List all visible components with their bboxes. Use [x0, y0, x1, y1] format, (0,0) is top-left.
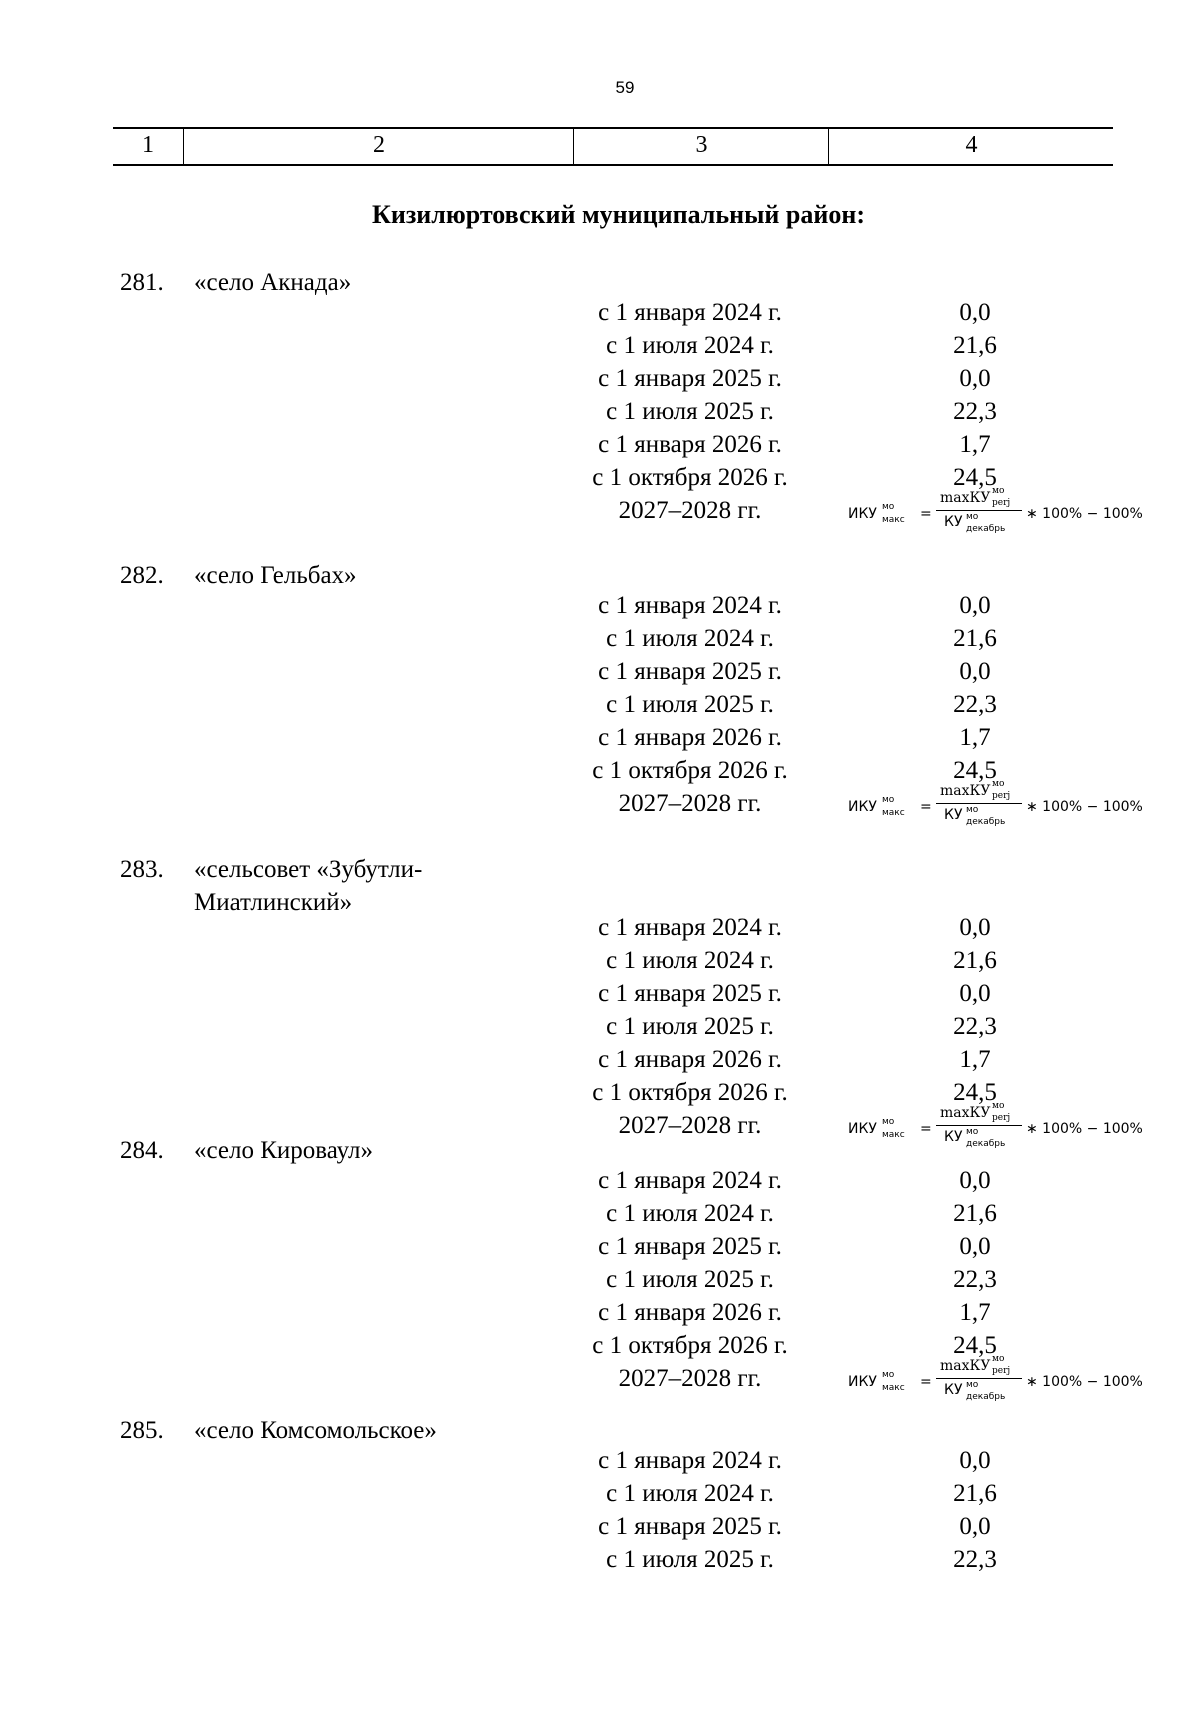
- tariff-row: [0, 1354, 1200, 1402]
- index-value: 24,5: [953, 464, 997, 491]
- formula-fraction: [936, 1103, 1022, 1159]
- formula-num-sub: perj: [992, 1113, 1011, 1123]
- period-label: с 1 января 2024 г.: [598, 592, 782, 619]
- fraction-bar: [936, 1378, 1022, 1379]
- column-header-2: 2: [183, 129, 574, 164]
- index-value: 22,3: [953, 1546, 997, 1573]
- tariff-row: [0, 911, 1200, 944]
- index-value: 21,6: [953, 947, 997, 974]
- formula-den-sup: мо: [966, 1127, 979, 1137]
- period-label: с 1 января 2025 г.: [598, 1513, 782, 1540]
- entry-number: 281.: [120, 269, 164, 296]
- formula-numerator: [940, 1354, 1011, 1376]
- formula-lhs-sub: макс: [882, 1383, 905, 1393]
- formula-lhs: [848, 502, 905, 525]
- index-value: 21,6: [953, 625, 997, 652]
- tariff-row: [0, 1477, 1200, 1510]
- tariff-row: [0, 1296, 1200, 1329]
- period-label: с 1 января 2026 г.: [598, 1046, 782, 1073]
- period-label: с 1 января 2024 г.: [598, 1447, 782, 1474]
- formula-den-sup: мо: [966, 512, 979, 522]
- tariff-row: [0, 655, 1200, 688]
- index-value: 1,7: [959, 724, 991, 751]
- tariff-row: [0, 428, 1200, 461]
- formula-rest: ∗ 100% − 100%: [1026, 1121, 1143, 1137]
- entry-number: 283.: [120, 856, 164, 883]
- index-value: 0,0: [959, 1513, 991, 1540]
- tariff-row: [0, 1197, 1200, 1230]
- period-label: с 1 октября 2026 г.: [592, 1079, 788, 1106]
- tariff-row: [0, 329, 1200, 362]
- formula-denominator: [944, 512, 1006, 534]
- formula-den-base: КУ: [944, 807, 963, 823]
- formula-den-sub: декабрь: [966, 1392, 1006, 1402]
- formula-equals: =: [920, 506, 932, 522]
- formula-num-sup: мо: [992, 486, 1005, 496]
- formula-num-sup: мо: [992, 1354, 1005, 1364]
- formula-num-base: maxКУ: [940, 783, 991, 799]
- index-value: 0,0: [959, 914, 991, 941]
- formula-lhs: [848, 1370, 905, 1393]
- period-label: с 1 октября 2026 г.: [592, 464, 788, 491]
- index-value: 0,0: [959, 658, 991, 685]
- period-label: с 1 октября 2026 г.: [592, 1332, 788, 1359]
- tariff-row: [0, 1510, 1200, 1543]
- period-label: с 1 июля 2024 г.: [606, 1200, 774, 1227]
- index-value: 22,3: [953, 398, 997, 425]
- period-label: с 1 октября 2026 г.: [592, 757, 788, 784]
- fraction-bar: [936, 510, 1022, 511]
- formula-numerator: [940, 486, 1011, 508]
- period-label: 2027–2028 гг.: [618, 1112, 762, 1139]
- formula-equals: =: [920, 1121, 932, 1137]
- formula-lhs-sub: макс: [882, 515, 905, 525]
- period-label: с 1 января 2025 г.: [598, 1233, 782, 1260]
- formula-lhs-base: ИКУ: [848, 1374, 877, 1390]
- tariff-row: [0, 721, 1200, 754]
- formula-den-sub: декабрь: [966, 1139, 1006, 1149]
- formula-num-sup: мо: [992, 779, 1005, 789]
- formula-fraction: [936, 488, 1022, 544]
- period-label: с 1 июля 2025 г.: [606, 1013, 774, 1040]
- period-label: с 1 января 2026 г.: [598, 724, 782, 751]
- formula-num-sup: мо: [992, 1101, 1005, 1111]
- period-label: 2027–2028 гг.: [618, 497, 762, 524]
- formula-lhs-sub: макс: [882, 808, 905, 818]
- tariff-row: [0, 1230, 1200, 1263]
- index-value: 22,3: [953, 1266, 997, 1293]
- period-label: с 1 июля 2025 г.: [606, 1546, 774, 1573]
- formula-rest: ∗ 100% − 100%: [1026, 1374, 1143, 1390]
- period-label: с 1 января 2026 г.: [598, 431, 782, 458]
- formula-den-base: КУ: [944, 1129, 963, 1145]
- index-value: 21,6: [953, 1200, 997, 1227]
- formula-fraction: [936, 1356, 1022, 1412]
- index-value: 0,0: [959, 980, 991, 1007]
- index-value: 0,0: [959, 365, 991, 392]
- period-label: с 1 июля 2024 г.: [606, 947, 774, 974]
- period-label: 2027–2028 гг.: [618, 790, 762, 817]
- period-label: с 1 июля 2025 г.: [606, 398, 774, 425]
- tariff-row: [0, 1010, 1200, 1043]
- tariff-row: [0, 944, 1200, 977]
- index-value: 0,0: [959, 1233, 991, 1260]
- formula-num-base: maxКУ: [940, 1358, 991, 1374]
- tariff-row: [0, 977, 1200, 1010]
- period-label: с 1 января 2024 г.: [598, 1167, 782, 1194]
- column-header-4: 4: [828, 129, 1114, 164]
- formula-lhs-base: ИКУ: [848, 1121, 877, 1137]
- formula-num-base: maxКУ: [940, 1105, 991, 1121]
- period-label: с 1 января 2026 г.: [598, 1299, 782, 1326]
- tariff-row: [0, 395, 1200, 428]
- formula-lhs: [848, 795, 905, 818]
- tariff-row: [0, 486, 1200, 534]
- formula: [848, 781, 1158, 839]
- formula-numerator: [940, 1101, 1011, 1123]
- formula-denominator: [944, 1380, 1006, 1402]
- formula-num-sub: perj: [992, 791, 1011, 801]
- formula-lhs-base: ИКУ: [848, 799, 877, 815]
- formula-num-sub: perj: [992, 498, 1011, 508]
- tariff-row: [0, 589, 1200, 622]
- entry-number: 282.: [120, 562, 164, 589]
- formula-den-sub: декабрь: [966, 817, 1006, 827]
- formula-den-base: КУ: [944, 514, 963, 530]
- period-label: с 1 января 2025 г.: [598, 658, 782, 685]
- period-label: с 1 января 2025 г.: [598, 980, 782, 1007]
- formula-num-sub: perj: [992, 1366, 1011, 1376]
- formula: [848, 488, 1158, 546]
- tariff-row: [0, 362, 1200, 395]
- formula-den-base: КУ: [944, 1382, 963, 1398]
- formula-lhs-sup: мо: [882, 1117, 895, 1127]
- index-value: 0,0: [959, 592, 991, 619]
- index-value: 24,5: [953, 757, 997, 784]
- formula-lhs-sub: макс: [882, 1130, 905, 1140]
- formula-num-base: maxКУ: [940, 490, 991, 506]
- formula-lhs: [848, 1117, 905, 1140]
- tariff-row: [0, 1543, 1200, 1576]
- period-label: с 1 июля 2025 г.: [606, 1266, 774, 1293]
- tariff-row: [0, 1164, 1200, 1197]
- column-header-3: 3: [573, 129, 829, 164]
- period-label: с 1 июля 2024 г.: [606, 332, 774, 359]
- formula-lhs-sup: мо: [882, 1370, 895, 1380]
- index-value: 24,5: [953, 1332, 997, 1359]
- entry-name: «село Комсомольское»: [194, 1417, 437, 1444]
- entry-name: «сельсовет «Зубутли-Миатлинский»: [194, 856, 423, 916]
- fraction-bar: [936, 1125, 1022, 1126]
- formula-lhs-sup: мо: [882, 795, 895, 805]
- tariff-row: [0, 779, 1200, 827]
- formula-den-sup: мо: [966, 1380, 979, 1390]
- entry-name: «село Кироваул»: [194, 1137, 373, 1164]
- district-title: Кизилюртовский муниципальный район:: [372, 200, 865, 229]
- formula: [848, 1103, 1158, 1161]
- fraction-bar: [936, 803, 1022, 804]
- index-value: 0,0: [959, 1167, 991, 1194]
- entry-number: 284.: [120, 1137, 164, 1164]
- tariff-row: [0, 1101, 1200, 1149]
- formula-rest: ∗ 100% − 100%: [1026, 506, 1143, 522]
- index-value: 24,5: [953, 1079, 997, 1106]
- period-label: с 1 января 2024 г.: [598, 914, 782, 941]
- tariff-row: [0, 1263, 1200, 1296]
- index-value: 0,0: [959, 1447, 991, 1474]
- entry-number: 285.: [120, 1417, 164, 1444]
- index-value: 1,7: [959, 1046, 991, 1073]
- index-value: 22,3: [953, 1013, 997, 1040]
- tariff-row: [0, 296, 1200, 329]
- formula-equals: =: [920, 1374, 932, 1390]
- formula-rest: ∗ 100% − 100%: [1026, 799, 1143, 815]
- column-header-row: [113, 127, 1113, 166]
- index-value: 21,6: [953, 1480, 997, 1507]
- index-value: 21,6: [953, 332, 997, 359]
- tariff-row: [0, 1444, 1200, 1477]
- tariff-row: [0, 622, 1200, 655]
- formula-denominator: [944, 1127, 1006, 1149]
- period-label: с 1 июля 2024 г.: [606, 625, 774, 652]
- period-label: с 1 июля 2025 г.: [606, 691, 774, 718]
- period-label: с 1 июля 2024 г.: [606, 1480, 774, 1507]
- formula: [848, 1356, 1158, 1414]
- index-value: 0,0: [959, 299, 991, 326]
- formula-lhs-sup: мо: [882, 502, 895, 512]
- formula-fraction: [936, 781, 1022, 837]
- formula-equals: =: [920, 799, 932, 815]
- formula-numerator: [940, 779, 1011, 801]
- tariff-row: [0, 1043, 1200, 1076]
- entry-name: «село Акнада»: [194, 269, 352, 296]
- period-label: 2027–2028 гг.: [618, 1365, 762, 1392]
- index-value: 22,3: [953, 691, 997, 718]
- entry-name: «село Гельбах»: [194, 562, 357, 589]
- formula-den-sup: мо: [966, 805, 979, 815]
- page-number: 59: [615, 78, 635, 97]
- column-header-1: 1: [142, 132, 154, 158]
- period-label: с 1 января 2024 г.: [598, 299, 782, 326]
- tariff-row: [0, 688, 1200, 721]
- formula-denominator: [944, 805, 1006, 827]
- period-label: с 1 января 2025 г.: [598, 365, 782, 392]
- index-value: 1,7: [959, 431, 991, 458]
- index-value: 1,7: [959, 1299, 991, 1326]
- formula-lhs-base: ИКУ: [848, 506, 877, 522]
- formula-den-sub: декабрь: [966, 524, 1006, 534]
